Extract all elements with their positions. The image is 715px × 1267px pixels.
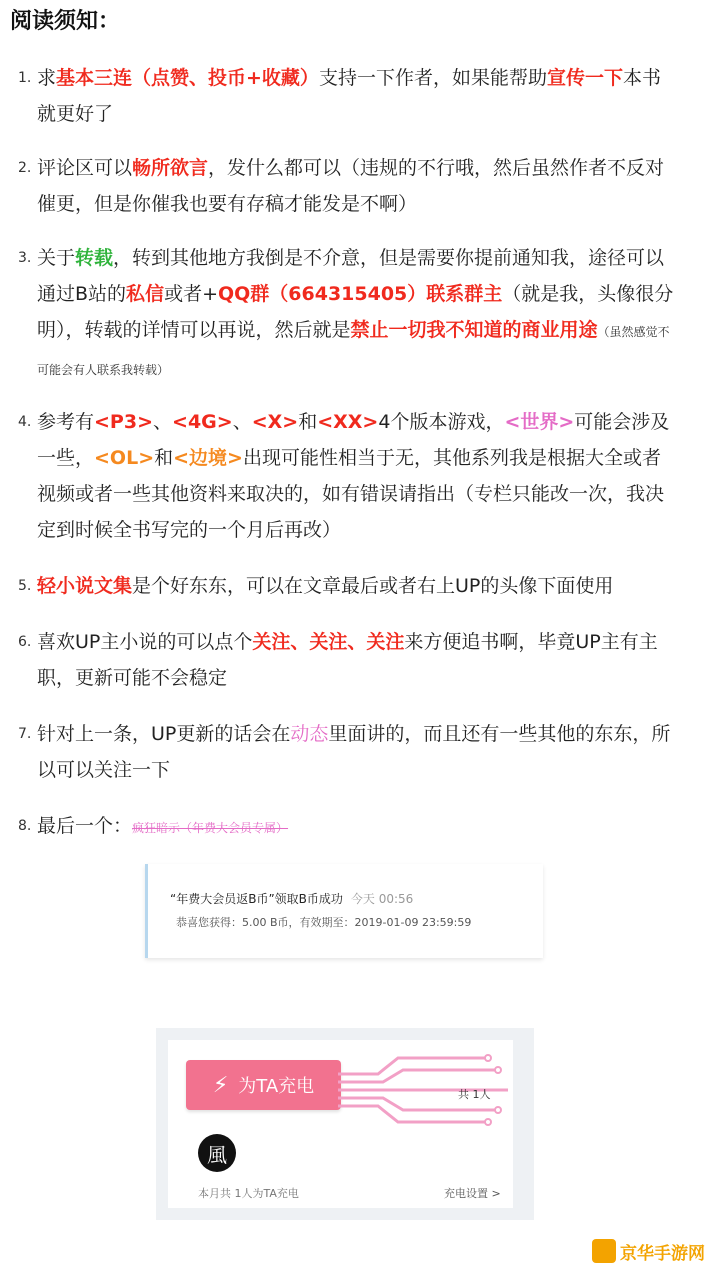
list-number: 6. [18, 634, 32, 650]
text-segment: 、 [153, 411, 173, 433]
list-item [18, 150, 678, 222]
text-segment: 或者+ [164, 283, 218, 305]
list-item [18, 808, 678, 846]
text-segment: 畅所欲言 [132, 157, 209, 179]
text-segment: （虽然感觉不可能会有人联系我转载） [37, 325, 670, 377]
text-segment: 最后一个： [37, 815, 133, 837]
charge-settings-link[interactable]: 充电设置 > [444, 1187, 501, 1200]
text-segment: <4G> [172, 411, 233, 433]
text-segment: 关于 [37, 247, 76, 269]
text-segment: （就是我，头像很分明），转载的详情可以再说，然后就是 [37, 283, 674, 341]
list-item-text [37, 150, 678, 222]
notification-card [145, 864, 543, 958]
charge-panel-inner [168, 1040, 513, 1208]
text-segment: 里面讲的，而且还有一些其他的东东，所以可以关注一下 [37, 723, 671, 781]
list-number: 3. [18, 250, 32, 266]
text-segment: 基本三连（点赞、投币+收藏） [56, 67, 319, 89]
text-segment: 可能会涉及一些， [37, 411, 670, 469]
text-segment: ，发什么都可以（违规的不行哦，然后虽然作者不反对催更，但是你催我也要有存稿才能发是不啊） [37, 157, 665, 215]
text-segment: <P3> [94, 411, 154, 433]
list-item [18, 240, 678, 388]
text-segment: 私信 [126, 283, 165, 305]
list-item [18, 404, 678, 548]
text-segment: 疯狂暗示（年费大会员专属） [132, 821, 289, 835]
list-number: 5. [18, 578, 32, 594]
text-segment: 支持一下作者，如果能帮助 [318, 67, 547, 89]
list-item-text [37, 568, 678, 604]
text-segment: 动态 [290, 723, 329, 745]
text-segment: 求 [37, 67, 57, 89]
list-item-text [37, 624, 678, 696]
lightning-icon: ⚡ [212, 1072, 229, 1098]
page-title: 阅读须知： [10, 9, 121, 34]
text-segment: 转载 [75, 247, 114, 269]
text-segment: 和 [154, 447, 174, 469]
text-segment: 出现可能性相当于无，其他系列我是根据大全或者视频或者一些其他资料来取决的，如有错误请指出（专栏只能改一次，我决定到时候全书写完的一个月后再改） [37, 447, 665, 541]
charge-button[interactable] [186, 1060, 341, 1110]
text-segment: 和 [298, 411, 318, 433]
list-number: 7. [18, 726, 32, 742]
text-segment: 是个好东东，可以在文章最后或者右上UP的头像下面使用 [132, 575, 614, 597]
text-segment: ，转到其他地方我倒是不介意，但是需要你提前通知我，途径可以通过B站的 [37, 247, 665, 305]
text-segment: <X> [251, 411, 299, 433]
text-segment: 评论区可以 [37, 157, 133, 179]
watermark-logo-icon [592, 1239, 616, 1263]
list-number: 2. [18, 160, 32, 176]
text-segment: 禁止一切我不知道的商业用途 [350, 319, 598, 341]
watermark [592, 1236, 712, 1266]
notice-title [170, 890, 413, 907]
list-number: 8. [18, 818, 32, 834]
text-segment: 来方便追书啊，毕竟UP主有主职，更新可能不会稳定 [37, 631, 658, 689]
text-segment: <XX> [317, 411, 379, 433]
charge-count: 共 1人 [458, 1088, 491, 1101]
list-number: 4. [18, 414, 32, 430]
text-segment: QQ群（664315405）联系群主 [217, 283, 503, 305]
text-segment: 本书就更好了 [37, 67, 661, 125]
list-item-text [37, 60, 678, 132]
list-item [18, 716, 678, 788]
list-item [18, 60, 678, 132]
month-charge-text: 本月共 1人为TA充电 [198, 1187, 299, 1200]
text-segment: <世界> [504, 411, 575, 433]
text-segment: 关注、关注、关注 [252, 631, 405, 653]
avatar[interactable] [198, 1134, 236, 1172]
watermark-text: 京华手游网 [620, 1243, 705, 1264]
avatar-char: 風 [207, 1142, 227, 1167]
notice-time: 今天 00:56 [350, 892, 414, 906]
text-segment: <边境> [173, 447, 243, 469]
list-item [18, 624, 678, 696]
text-segment: 针对上一条，UP更新的话会在 [37, 723, 291, 745]
notice-title-text: “年费大会员返B币”领取B币成功 [170, 892, 343, 906]
text-segment: 轻小说文集 [37, 575, 133, 597]
charge-button-label: 为TA充电 [238, 1076, 315, 1097]
text-segment: 宣传一下 [546, 67, 623, 89]
list-item-text [37, 716, 678, 788]
list-item [18, 568, 678, 604]
text-segment: 、 [232, 411, 252, 433]
list-item-text [37, 808, 678, 846]
charge-panel [156, 1028, 534, 1220]
text-segment: 参考有 [37, 411, 95, 433]
list-number: 1. [18, 70, 32, 86]
text-segment: 喜欢UP主小说的可以点个 [37, 631, 253, 653]
text-segment: 4个版本游戏， [378, 411, 505, 433]
list-item-text [37, 240, 678, 388]
list-item-text [37, 404, 678, 548]
text-segment: <OL> [94, 447, 155, 469]
notice-body: 恭喜您获得：5.00 B币，有效期至：2019-01-09 23:59:59 [176, 916, 472, 929]
